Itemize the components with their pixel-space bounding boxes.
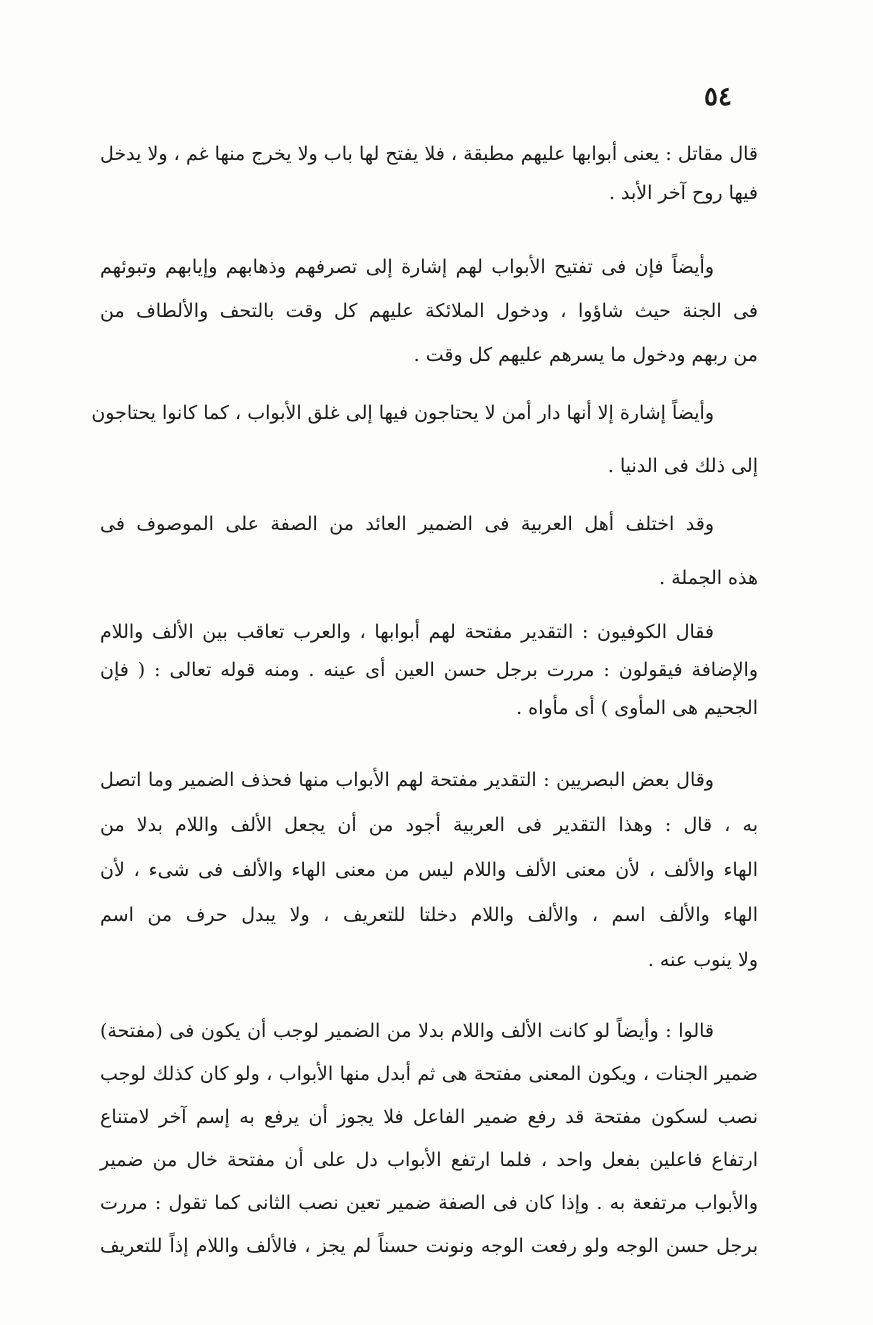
text-line: إلى ذلك فى الدنيا . [607,455,758,477]
paragraph-3 [91,398,758,482]
text-line: هذه الجملة . [659,567,758,589]
text-line: ولا ينوب عنه . [647,949,758,971]
text-line: من ربهم ودخول ما يسرهم عليهم كل وقت . [413,344,758,366]
paragraph-5 [100,617,758,724]
text-line: برجل حسن الوجه ولو رفعت الوجه ونونت حسناً لم يجز ، فالألف واللام إذاً للتعريف [100,1235,758,1257]
text-line: نصب لسكون مفتحة قد رفع ضمير الفاعل فلا يجوز أن يرفع به إسم آخر لامتناع [100,1106,758,1128]
text-line: والإضافة فيقولون : مررت برجل حسن العين أى عينه . ومنه قوله تعالى : ( فإن [100,659,758,681]
paragraph-1 [100,139,758,209]
text-line: وقال بعض البصريين : التقدير مفتحة لهم الأبواب منها فحذف الضمير وما اتصل [100,769,714,791]
text-line: وأيضاً إشارة إلا أنها دار أمن لا يحتاجون فيها إلى غلق الأبواب ، كما كانوا يحتاجون [91,402,714,424]
page-number: ٥٤ [704,82,732,112]
text-line: ارتفاع فاعلين بفعل واحد ، فلما ارتفع الأبواب دل على أن مفتحة خال من ضمير [100,1149,758,1171]
text-line: وقد اختلف أهل العربية فى الضمير العائد من الصفة على الموصوف فى [100,513,714,535]
paragraph-6 [100,765,758,976]
text-line: قال مقاتل : يعنى أبوابها عليهم مطبقة ، فلا يفتح لها باب ولا يخرج منها غم ، ولا يدخل [100,143,758,165]
text-line: قالوا : وأيضاً لو كانت الألف واللام بدلا من الضمير لوجب أن يكون فى (مفتحة) [100,1020,714,1042]
text-line: وأيضاً فإن فى تفتيح الأبواب لهم إشارة إلى تصرفهم وذهابهم وإيابهم وتبوئهم [100,256,714,278]
text-line: فيها روح آخر الأبد . [608,182,758,204]
paragraph-7 [100,1016,758,1262]
text-line: الجحيم هى المأوى ) أى مأواه . [516,697,758,719]
text-line: الهاء والألف اسم ، والألف واللام دخلتا للتعريف ، ولا يبدل حرف من اسم [100,904,758,926]
paragraph-2 [100,252,758,371]
text-line: الهاء والألف ، لأن معنى الألف واللام ليس من معنى الهاء والألف فى شىء ، لأن [100,859,758,881]
text-line: فقال الكوفيون : التقدير مفتحة لهم أبوابها ، والعرب تعاقب بين الألف واللام [100,621,714,643]
paragraph-4 [100,509,758,594]
text-line: فى الجنة حيث شاؤوا ، ودخول الملائكة عليهم كل وقت بالتحف والألطاف من [100,300,758,322]
text-line: به ، قال : وهذا التقدير فى العربية أجود من أن يجعل الألف واللام بدلا من [100,814,758,836]
text-line: والأبواب مرتفعة به . وإذا كان فى الصفة ضمير تعين نصب الثانى كما تقول : مررت [100,1192,758,1214]
text-line: ضمير الجنات ، ويكون المعنى مفتحة هى ثم أبدل منها الأبواب ، ولو كان كذلك لوجب [100,1063,758,1085]
